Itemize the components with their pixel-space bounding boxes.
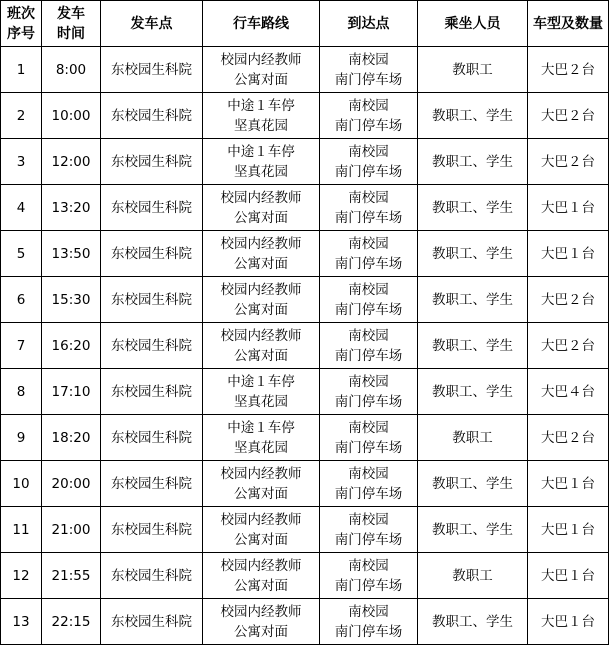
cell-route (203, 139, 320, 185)
table-row (1, 93, 609, 139)
cell-destination-line2: 南门停车场 (334, 393, 403, 410)
table-header-row (1, 1, 609, 47)
cell-destination-line2: 南门停车场 (334, 209, 403, 226)
cell-trip-number: 5 (1, 231, 42, 277)
cell-destination-line2: 南门停车场 (334, 577, 403, 594)
cell-departure-time: 13:20 (42, 185, 101, 231)
cell-trip-number: 13 (1, 599, 42, 645)
cell-destination-line1: 南校园 (348, 603, 389, 620)
cell-origin: 东校园生科院 (101, 139, 203, 185)
cell-destination-line1: 南校园 (348, 327, 389, 344)
cell-trip-number: 8 (1, 369, 42, 415)
cell-route (203, 553, 320, 599)
cell-trip-number: 9 (1, 415, 42, 461)
cell-passengers: 教职工、学生 (418, 369, 528, 415)
cell-route-line1: 中途１车停 (227, 419, 295, 436)
cell-passengers: 教职工、学生 (418, 507, 528, 553)
cell-destination-line2: 南门停车场 (334, 347, 403, 364)
cell-route-line1: 校园内经教师 (220, 465, 302, 482)
cell-origin: 东校园生科院 (101, 93, 203, 139)
cell-origin: 东校园生科院 (101, 47, 203, 93)
cell-destination-line1: 南校园 (348, 97, 389, 114)
cell-origin: 东校园生科院 (101, 231, 203, 277)
table-row (1, 553, 609, 599)
cell-destination (320, 93, 418, 139)
cell-destination-line2: 南门停车场 (334, 623, 403, 640)
header-destination: 到达点 (320, 1, 418, 47)
cell-departure-time: 22:15 (42, 599, 101, 645)
table-row (1, 231, 609, 277)
cell-vehicles: 大巴１台 (528, 185, 609, 231)
cell-route (203, 415, 320, 461)
cell-origin: 东校园生科院 (101, 277, 203, 323)
cell-destination (320, 599, 418, 645)
cell-destination-line1: 南校园 (348, 373, 389, 390)
cell-vehicles: 大巴２台 (528, 323, 609, 369)
cell-trip-number: 10 (1, 461, 42, 507)
table-row (1, 369, 609, 415)
cell-destination (320, 139, 418, 185)
header-departure-time: 发车 时间 (42, 1, 101, 47)
cell-destination-line1: 南校园 (348, 189, 389, 206)
cell-route (203, 231, 320, 277)
cell-trip-number: 4 (1, 185, 42, 231)
cell-departure-time: 20:00 (42, 461, 101, 507)
cell-passengers: 教职工、学生 (418, 323, 528, 369)
cell-destination (320, 507, 418, 553)
cell-origin: 东校园生科院 (101, 415, 203, 461)
cell-route-line1: 校园内经教师 (220, 235, 302, 252)
table-row (1, 185, 609, 231)
cell-route-line2: 公寓对面 (234, 623, 288, 640)
cell-route (203, 599, 320, 645)
cell-route-line2: 公寓对面 (234, 71, 288, 88)
cell-route-line1: 校园内经教师 (220, 511, 302, 528)
cell-origin: 东校园生科院 (101, 461, 203, 507)
cell-route-line2: 公寓对面 (234, 209, 288, 226)
cell-route-line1: 校园内经教师 (220, 603, 302, 620)
cell-destination-line2: 南门停车场 (334, 301, 403, 318)
table-row (1, 599, 609, 645)
cell-vehicles: 大巴１台 (528, 231, 609, 277)
header-passengers: 乘坐人员 (418, 1, 528, 47)
cell-route (203, 323, 320, 369)
cell-trip-number: 6 (1, 277, 42, 323)
cell-route-line1: 校园内经教师 (220, 557, 302, 574)
cell-origin: 东校园生科院 (101, 507, 203, 553)
cell-departure-time: 18:20 (42, 415, 101, 461)
cell-vehicles: 大巴２台 (528, 93, 609, 139)
table-row (1, 139, 609, 185)
cell-destination (320, 553, 418, 599)
cell-destination-line2: 南门停车场 (334, 439, 403, 456)
cell-trip-number: 1 (1, 47, 42, 93)
table-row (1, 415, 609, 461)
cell-destination-line1: 南校园 (348, 465, 389, 482)
cell-route-line2: 公寓对面 (234, 531, 288, 548)
cell-origin: 东校园生科院 (101, 599, 203, 645)
cell-destination-line2: 南门停车场 (334, 117, 403, 134)
cell-route-line2: 公寓对面 (234, 301, 288, 318)
cell-destination (320, 231, 418, 277)
cell-vehicles: 大巴１台 (528, 507, 609, 553)
cell-trip-number: 7 (1, 323, 42, 369)
cell-destination-line2: 南门停车场 (334, 485, 403, 502)
table-row (1, 47, 609, 93)
cell-passengers: 教职工、学生 (418, 139, 528, 185)
cell-destination-line1: 南校园 (348, 511, 389, 528)
cell-vehicles: 大巴２台 (528, 277, 609, 323)
cell-route-line2: 坚真花园 (234, 439, 288, 456)
cell-route-line2: 坚真花园 (234, 163, 288, 180)
cell-destination-line1: 南校园 (348, 51, 389, 68)
cell-passengers: 教职工 (418, 415, 528, 461)
cell-destination (320, 323, 418, 369)
cell-departure-time: 10:00 (42, 93, 101, 139)
cell-destination-line1: 南校园 (348, 281, 389, 298)
cell-route-line1: 中途１车停 (227, 143, 295, 160)
cell-passengers: 教职工 (418, 553, 528, 599)
cell-trip-number: 2 (1, 93, 42, 139)
cell-destination (320, 415, 418, 461)
cell-trip-number: 11 (1, 507, 42, 553)
cell-origin: 东校园生科院 (101, 369, 203, 415)
cell-departure-time: 15:30 (42, 277, 101, 323)
cell-passengers: 教职工、学生 (418, 461, 528, 507)
table-row (1, 323, 609, 369)
header-trip-number: 班次 序号 (1, 1, 42, 47)
cell-route-line1: 校园内经教师 (220, 327, 302, 344)
cell-passengers: 教职工、学生 (418, 93, 528, 139)
cell-destination (320, 369, 418, 415)
cell-route (203, 47, 320, 93)
cell-vehicles: 大巴１台 (528, 461, 609, 507)
cell-departure-time: 16:20 (42, 323, 101, 369)
cell-destination (320, 47, 418, 93)
cell-departure-time: 8:00 (42, 47, 101, 93)
cell-destination-line1: 南校园 (348, 235, 389, 252)
cell-passengers: 教职工、学生 (418, 277, 528, 323)
cell-route-line2: 公寓对面 (234, 347, 288, 364)
cell-passengers: 教职工 (418, 47, 528, 93)
cell-trip-number: 12 (1, 553, 42, 599)
cell-destination-line2: 南门停车场 (334, 255, 403, 272)
cell-destination (320, 185, 418, 231)
cell-vehicles: 大巴２台 (528, 47, 609, 93)
cell-departure-time: 21:55 (42, 553, 101, 599)
cell-origin: 东校园生科院 (101, 185, 203, 231)
cell-vehicles: 大巴２台 (528, 139, 609, 185)
cell-route (203, 277, 320, 323)
cell-route (203, 185, 320, 231)
cell-vehicles: 大巴１台 (528, 553, 609, 599)
cell-destination-line1: 南校园 (348, 419, 389, 436)
cell-route-line1: 中途１车停 (227, 97, 295, 114)
cell-route (203, 507, 320, 553)
header-route: 行车路线 (203, 1, 320, 47)
table-row (1, 461, 609, 507)
cell-destination-line1: 南校园 (348, 143, 389, 160)
table-row (1, 277, 609, 323)
cell-origin: 东校园生科院 (101, 553, 203, 599)
cell-route-line1: 校园内经教师 (220, 189, 302, 206)
cell-vehicles: 大巴２台 (528, 415, 609, 461)
cell-passengers: 教职工、学生 (418, 185, 528, 231)
cell-route-line2: 坚真花园 (234, 393, 288, 410)
cell-vehicles: 大巴１台 (528, 599, 609, 645)
cell-vehicles: 大巴４台 (528, 369, 609, 415)
header-vehicles: 车型及数量 (528, 1, 609, 47)
cell-route-line2: 坚真花园 (234, 117, 288, 134)
cell-route-line1: 中途１车停 (227, 373, 295, 390)
cell-passengers: 教职工、学生 (418, 599, 528, 645)
cell-origin: 东校园生科院 (101, 323, 203, 369)
cell-route-line1: 校园内经教师 (220, 51, 302, 68)
cell-trip-number: 3 (1, 139, 42, 185)
cell-destination (320, 461, 418, 507)
cell-destination-line2: 南门停车场 (334, 531, 403, 548)
cell-route-line1: 校园内经教师 (220, 281, 302, 298)
cell-destination-line1: 南校园 (348, 557, 389, 574)
cell-passengers: 教职工、学生 (418, 231, 528, 277)
cell-departure-time: 13:50 (42, 231, 101, 277)
cell-route-line2: 公寓对面 (234, 255, 288, 272)
cell-destination-line2: 南门停车场 (334, 71, 403, 88)
cell-route-line2: 公寓对面 (234, 577, 288, 594)
table-row (1, 507, 609, 553)
cell-route-line2: 公寓对面 (234, 485, 288, 502)
cell-route (203, 369, 320, 415)
cell-route (203, 93, 320, 139)
cell-route (203, 461, 320, 507)
cell-departure-time: 21:00 (42, 507, 101, 553)
cell-departure-time: 12:00 (42, 139, 101, 185)
table-body (1, 47, 609, 645)
cell-departure-time: 17:10 (42, 369, 101, 415)
cell-destination (320, 277, 418, 323)
header-origin: 发车点 (101, 1, 203, 47)
cell-destination-line2: 南门停车场 (334, 163, 403, 180)
